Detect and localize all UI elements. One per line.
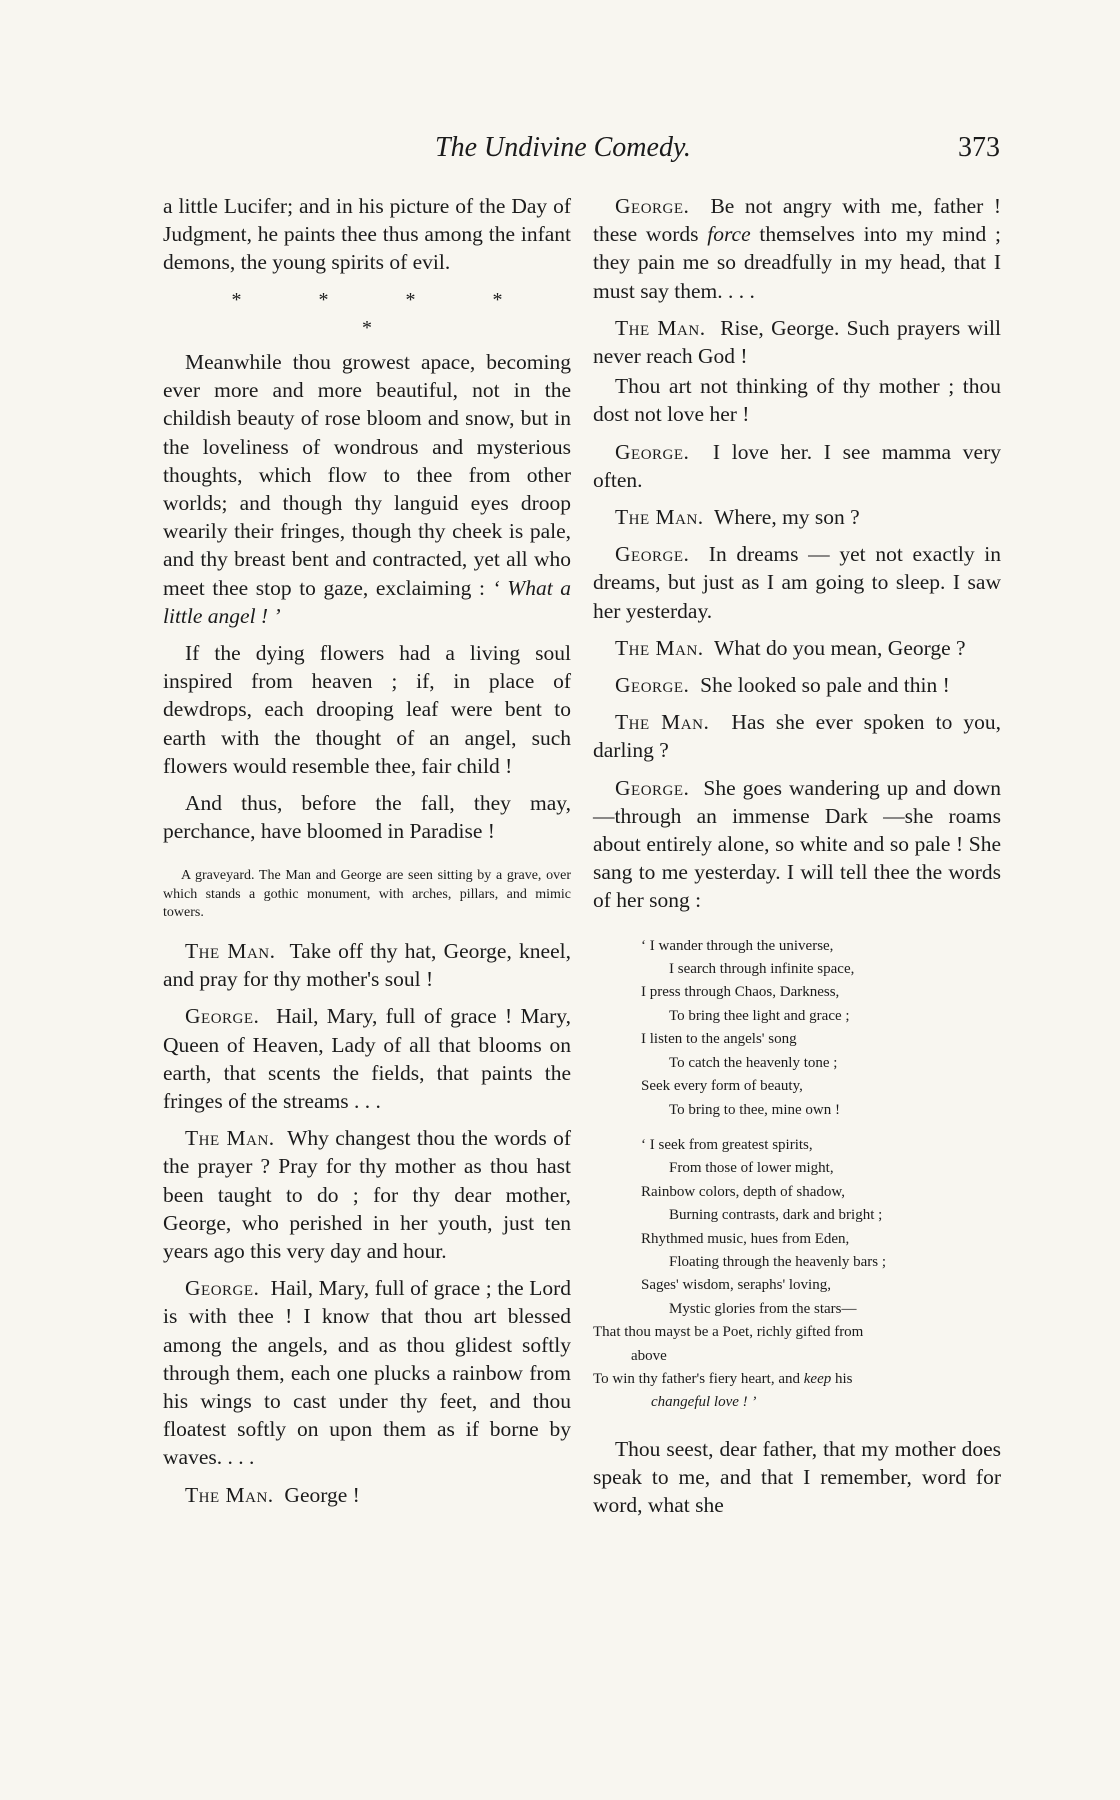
dialogue-line: The Man. Take off thy hat, George, kneel, and pray for thy mother's soul ! [163,938,571,992]
speaker: George. [185,1276,260,1301]
speaker: The Man. [185,1126,275,1151]
poem-line: ‘ I wander through the universe, [641,937,834,954]
speaker: George. [615,194,690,218]
dialogue-line: The Man. Why changest thou the words of the prayer ? Pray for thy mother as thou hast been taught to do ; for thy dear mother, George, who perished in her youth, just ten years ago this very day and hour. [163,1126,571,1263]
poem-line: That thou mayst be a Poet, richly gifted from [593,1324,864,1341]
paragraph: a little Lucifer; and in his picture of the Day of Judgment, he paints thee thus among the infant demons, the young spirits of evil. [163,194,571,275]
poem-line: I search through infinite space, [669,961,855,978]
dialogue-line: Thou art not thinking of thy mother ; thou dost not love her ! [593,374,1001,427]
paragraph: Meanwhile thou growest apace, becoming ever more and more beautiful, not in the childish beauty of rose bloom and snow, but in the loveliness of wondrous and mysterious thoughts, which flow to thee from other worlds; and though thy languid eyes droop wearily their fringes, though thy cheek is pale, and thy breast bent and contracted, yet all who meet thee stop to gaze, exclaiming : ‘ What a little angel ! ’ [163,350,572,628]
dialogue-line: George. In dreams — yet not exactly in dreams, but just as I am going to sleep. I saw her yesterday. [593,542,1001,623]
paragraph: If the dying flowers had a living soul inspired from heaven ; if, in place of dewdrops, each drooping leaf were bent to earth with the thought of an angel, such flowers would resemble thee, fair child ! [163,641,571,778]
speaker: The Man. [615,315,706,340]
running-title: The Undivine Comedy. [435,132,691,163]
poem-stanza [593,935,1001,1122]
poem-line: To win thy father's fiery heart, and keep his [593,1370,853,1387]
page-number: 373 [958,132,1000,163]
speaker: The Man. [615,710,710,735]
dialogue-line: George. I love her. I see mamma very often. [593,439,1002,492]
dialogue-line: The Man. What do you mean, George ? [615,635,966,660]
left-column [163,192,571,1518]
poem-line: Rainbow colors, depth of shadow, [641,1183,845,1200]
poem-line: Mystic glories from the stars— [669,1300,857,1317]
exclamation: ‘ What a little angel ! ’ [163,575,572,628]
poem-line: I press through Chaos, Darkness, [641,984,840,1001]
speaker: The Man. [615,505,704,530]
speaker: George. [615,673,690,698]
poem-line: Seek every form of beauty, [641,1078,803,1095]
dialogue-line: George. She goes wandering up and down—through an immense Dark —she roams about entirely alone, so white and so pale ! She sang to me yesterday. I will tell thee the words of her song : [593,775,1001,913]
paragraph: Thou seest, dear father, that my mother does speak to me, and that I remember, word for word, what she [593,1436,1001,1518]
stage-direction: A graveyard. The Man and George are seen sitting by a grave, over which stands a gothic monument, with arches, pillars, and mimic towers. [163,868,571,921]
poem-line: Burning contrasts, dark and bright ; [669,1207,883,1224]
speaker: George. [615,775,690,800]
poem-line: above [631,1347,667,1364]
speaker: George. [615,542,690,567]
dialogue-line: The Man. Has she ever spoken to you, darling ? [593,710,1001,763]
dialogue-line: George. Be not angry with me, father ! these words force themselves into my mind ; they pain me so dreadfully in my head, that I must say them. . . . [593,194,1001,303]
poem-line: Sages' wisdom, seraphs' loving, [641,1277,831,1294]
poem-line: I listen to the angels' song [641,1031,797,1048]
speaker: The Man. [615,635,704,660]
running-head [160,132,1000,172]
dialogue-line: The Man. Rise, George. Such prayers will never reach God ! [593,315,1001,369]
song-poem [593,935,1001,1415]
poem-line: From those of lower might, [669,1160,834,1177]
poem-stanza [593,1134,1001,1415]
poem-line: To bring to thee, mine own ! [669,1101,840,1118]
dialogue-line: George. Hail, Mary, full of grace ! Mary, Queen of Heaven, Lady of all that blooms on earth, that scents the fields, that paints the fringes of the streams . . . [163,1004,572,1113]
poem-line: ‘ I seek from greatest spirits, [641,1136,813,1153]
dialogue-line: The Man. George ! [185,1482,360,1507]
dialogue-line: George. She looked so pale and thin ! [615,673,950,698]
right-column [593,192,1001,1528]
poem-line: changeful love ! ’ [651,1394,757,1411]
poem-line: To bring thee light and grace ; [669,1007,850,1024]
speaker: The Man. [185,1482,274,1507]
speaker: George. [185,1004,260,1029]
paragraph: And thus, before the fall, they may, perchance, have bloomed in Paradise ! [163,791,571,844]
poem-line: Floating through the heavenly bars ; [669,1253,887,1270]
dialogue-line: George. Hail, Mary, full of grace ; the Lord is with thee ! I know that thou art blessed among the angels, and as thou glidest softly through them, each one plucks a rainbow from his wings to cast under thy feet, and thou floatest softly on upon them as if borne by waves. . . . [163,1276,572,1470]
speaker: The Man. [185,938,276,963]
speaker: George. [615,439,690,464]
section-break: * * * * * [231,288,539,339]
poem-line: To catch the heavenly tone ; [669,1054,838,1071]
poem-line: Rhythmed music, hues from Eden, [641,1230,850,1247]
dialogue-line: The Man. Where, my son ? [615,505,860,530]
